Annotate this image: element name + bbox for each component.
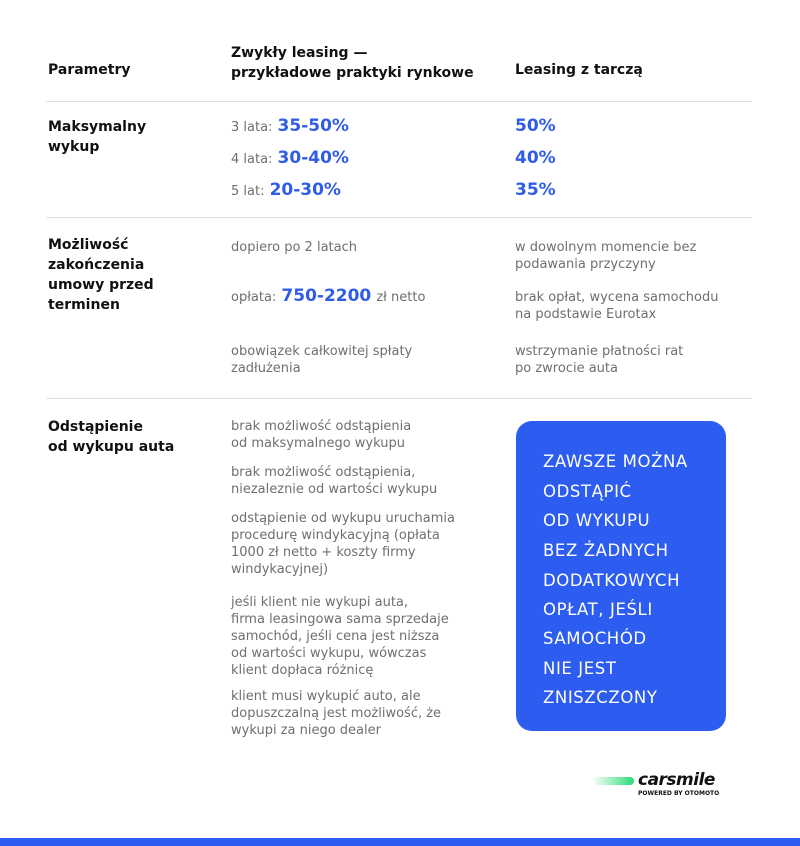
text-line: od maksymalnego wykupu: [231, 436, 405, 451]
logo-speed-bar: [592, 777, 634, 785]
card-line: NIE JEST: [543, 659, 617, 678]
card-line: BEZ ŻADNYCH: [543, 541, 669, 560]
card-line: ZAWSZE MOŻNA: [543, 452, 688, 471]
text-line: jeśli klient nie wykupi auta,: [231, 595, 409, 610]
shield-stop-payments-line1: wstrzymanie płatności rat: [515, 344, 684, 359]
divider: [46, 398, 752, 399]
card-line: OD WYKUPU: [543, 511, 651, 530]
divider: [46, 217, 752, 218]
card-line: ZNISZCZONY: [543, 688, 658, 707]
row2-label-line2: zakończenia: [48, 257, 145, 273]
text-line: klient dopłaca różnicę: [231, 663, 374, 678]
card-line: ODSTĄPIĆ: [543, 482, 632, 501]
fee-suffix: zł netto: [376, 290, 426, 305]
buyout-prefix: 5 lat:: [231, 184, 265, 199]
buyout-prefix: 3 lata:: [231, 120, 273, 135]
no-withdrawal-any: [231, 464, 437, 498]
full-repayment-line2: zadłużenia: [231, 361, 301, 376]
buyout-5-years: [231, 180, 341, 200]
card-line: DODATKOWYCH: [543, 571, 681, 590]
header-regular-leasing-line1: Zwykły leasing —: [231, 45, 368, 61]
text-line: brak możliwość odstąpienia: [231, 419, 412, 434]
logo-name: carsmile: [638, 770, 715, 790]
card-line: SAMOCHÓD: [543, 629, 647, 648]
withdrawal-collection: [231, 510, 455, 578]
early-termination-after: dopiero po 2 latach: [231, 240, 357, 255]
text-line: dopuszczalną jest możliwość, że: [231, 706, 442, 721]
buyout-prefix: 4 lata:: [231, 152, 273, 167]
divider: [46, 101, 752, 102]
buyout-value: 30-40%: [277, 148, 349, 168]
shield-no-fees-line1: brak opłat, wycena samochodu: [515, 290, 719, 305]
dealer-buyout: [231, 688, 441, 739]
card-line: OPŁAT, JEŚLI: [543, 600, 653, 619]
text-line: odstąpienie od wykupu uruchamia: [231, 511, 455, 526]
row3-label-line1: Odstąpienie: [48, 419, 143, 435]
header-shield-leasing: Leasing z tarczą: [515, 62, 643, 78]
header-parametry: Parametry: [48, 62, 131, 78]
text-line: samochód, jeśli cena jest niższa: [231, 629, 440, 644]
text-line: klient musi wykupić auto, ale: [231, 689, 421, 704]
header-regular-leasing-line2: przykładowe praktyki rynkowe: [231, 65, 474, 81]
early-termination-fee: [231, 286, 425, 306]
buyout-value: 35-50%: [277, 116, 349, 136]
shield-no-fees-line2: na podstawie Eurotax: [515, 307, 657, 322]
fee-value: 750-2200: [281, 286, 372, 306]
text-line: wykupi za niego dealer: [231, 723, 381, 738]
bottom-accent-bar: [0, 838, 800, 846]
shield-anytime-line1: w dowolnym momencie bez: [515, 240, 697, 255]
row2-label-line3: umowy przed: [48, 277, 154, 293]
row1-label-line2: wykup: [48, 139, 100, 155]
shield-withdrawal-card: [516, 421, 726, 731]
row1-label-line1: Maksymalny: [48, 119, 147, 135]
shield-stop-payments-line2: po zwrocie auta: [515, 361, 618, 376]
text-line: windykacyjnej): [231, 562, 329, 577]
text-line: niezaleznie od wartości wykupu: [231, 482, 438, 497]
buyout-4-years: [231, 148, 349, 168]
shield-buyout-4: 40%: [515, 148, 556, 168]
row3-label-line2: od wykupu auta: [48, 439, 175, 455]
shield-buyout-3: 50%: [515, 116, 556, 136]
client-pays-difference: [231, 594, 449, 679]
no-withdrawal-max: [231, 418, 411, 452]
buyout-value: 20-30%: [269, 180, 341, 200]
logo-subtitle: POWERED BY OTOMOTO: [638, 790, 720, 797]
carsmile-logo: [592, 770, 724, 800]
fee-prefix: opłata:: [231, 290, 277, 305]
text-line: procedurę windykacyjną (opłata: [231, 528, 440, 543]
row2-label-line4: terminen: [48, 297, 120, 313]
text-line: firma leasingowa sama sprzedaje: [231, 612, 449, 627]
buyout-3-years: [231, 116, 349, 136]
full-repayment-line1: obowiązek całkowitej spłaty: [231, 344, 413, 359]
text-line: brak możliwość odstąpienia,: [231, 465, 416, 480]
shield-buyout-5: 35%: [515, 180, 556, 200]
row2-label-line1: Możliwość: [48, 237, 129, 253]
text-line: 1000 zł netto + koszty firmy: [231, 545, 416, 560]
shield-anytime-line2: podawania przyczyny: [515, 257, 656, 272]
text-line: od wartości wykupu, wówczas: [231, 646, 427, 661]
